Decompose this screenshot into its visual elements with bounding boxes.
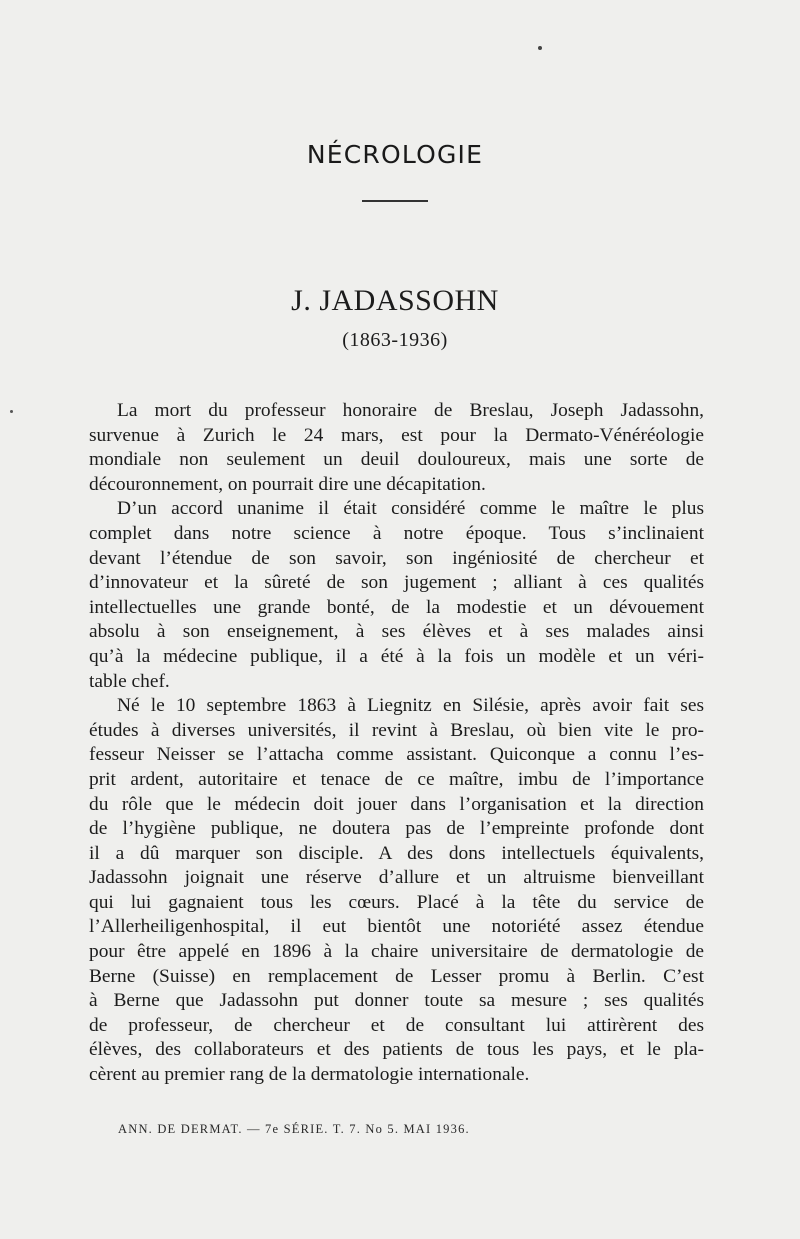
life-dates: (1863-1936)	[342, 329, 448, 351]
obituary-name: J. JADASSOHN	[291, 284, 499, 317]
paragraph-3	[89, 694, 704, 1088]
article-body	[89, 399, 704, 1088]
text-line: D’un accord unanime il était considéré comme le maître le plus	[117, 498, 704, 520]
text-line: de professeur, de chercheur et de consultant lui attirèrent des	[89, 1014, 704, 1036]
text-line: table chef.	[89, 670, 170, 692]
text-line: l’Allerheiligenhospital, il eut bientôt une notoriété assez étendue	[89, 916, 704, 938]
text-line: de l’hygiène publique, ne doutera pas de l’empreinte profonde dont	[89, 818, 704, 840]
text-line: complet dans notre science à notre époque. Tous s’inclinaient	[89, 522, 704, 544]
section-title: NÉCROLOGIE	[306, 140, 484, 169]
text-line: d’innovateur et la sûreté de son jugement ; alliant à ces qualités	[89, 572, 704, 594]
text-line: Né le 10 septembre 1863 à Liegnitz en Silésie, après avoir fait ses	[117, 695, 704, 717]
paragraph-2	[89, 497, 704, 694]
text-line: cèrent au premier rang de la dermatologie internationale.	[89, 1064, 530, 1086]
text-line: survenue à Zurich le 24 mars, est pour la Dermato-Vénéréologie	[89, 424, 704, 446]
text-line: prit ardent, autoritaire et tenace de ce maître, imbu de l’importance	[89, 768, 704, 790]
text-line: devant l’étendue de son savoir, son ingéniosité de chercheur et	[89, 547, 704, 569]
text-line: Berne (Suisse) en remplacement de Lesser promu à Berlin. C’est	[89, 965, 704, 987]
text-line: Jadassohn joignait une réserve d’allure et un altruisme bienveillant	[89, 867, 704, 889]
text-line: fesseur Neisser se l’attacha comme assistant. Quiconque a connu l’es-	[89, 744, 704, 766]
journal-footer: ANN. DE DERMAT. — 7e SÉRIE. T. 7. No 5. MAI 1936.	[118, 1122, 470, 1136]
text-line: découronnement, on pourrait dire une décapitation.	[89, 473, 486, 495]
text-line: pour être appelé en 1896 à la chaire universitaire de dermatologie de	[89, 941, 704, 963]
text-line: à Berne que Jadassohn put donner toute sa mesure ; ses qualités	[89, 990, 704, 1012]
text-line: du rôle que le médecin doit jouer dans l’organisation et la direction	[89, 793, 704, 815]
text-line: qu’à la médecine publique, il a été à la fois un modèle et un véri-	[89, 645, 704, 667]
text-line: qui lui gagnaient tous les cœurs. Placé à la tête du service de	[89, 891, 704, 913]
text-line: élèves, des collaborateurs et des patients de tous les pays, et le pla-	[89, 1039, 704, 1061]
text-line: il a dû marquer son disciple. A des dons intellectuels équivalents,	[89, 842, 704, 864]
title-rule	[362, 200, 428, 202]
margin-dot	[10, 410, 13, 413]
paragraph-1	[89, 399, 704, 497]
text-line: mondiale non seulement un deuil douloureux, mais une sorte de	[89, 449, 704, 471]
text-line: intellectuelles une grande bonté, de la modestie et un dévouement	[89, 596, 704, 618]
text-line: absolu à son enseignement, à ses élèves et à ses malades ainsi	[89, 621, 704, 643]
text-line: La mort du professeur honoraire de Breslau, Joseph Jadassohn,	[117, 400, 704, 421]
page-mark	[538, 46, 542, 50]
text-line: études à diverses universités, il revint à Breslau, où bien vite le pro-	[89, 719, 704, 741]
